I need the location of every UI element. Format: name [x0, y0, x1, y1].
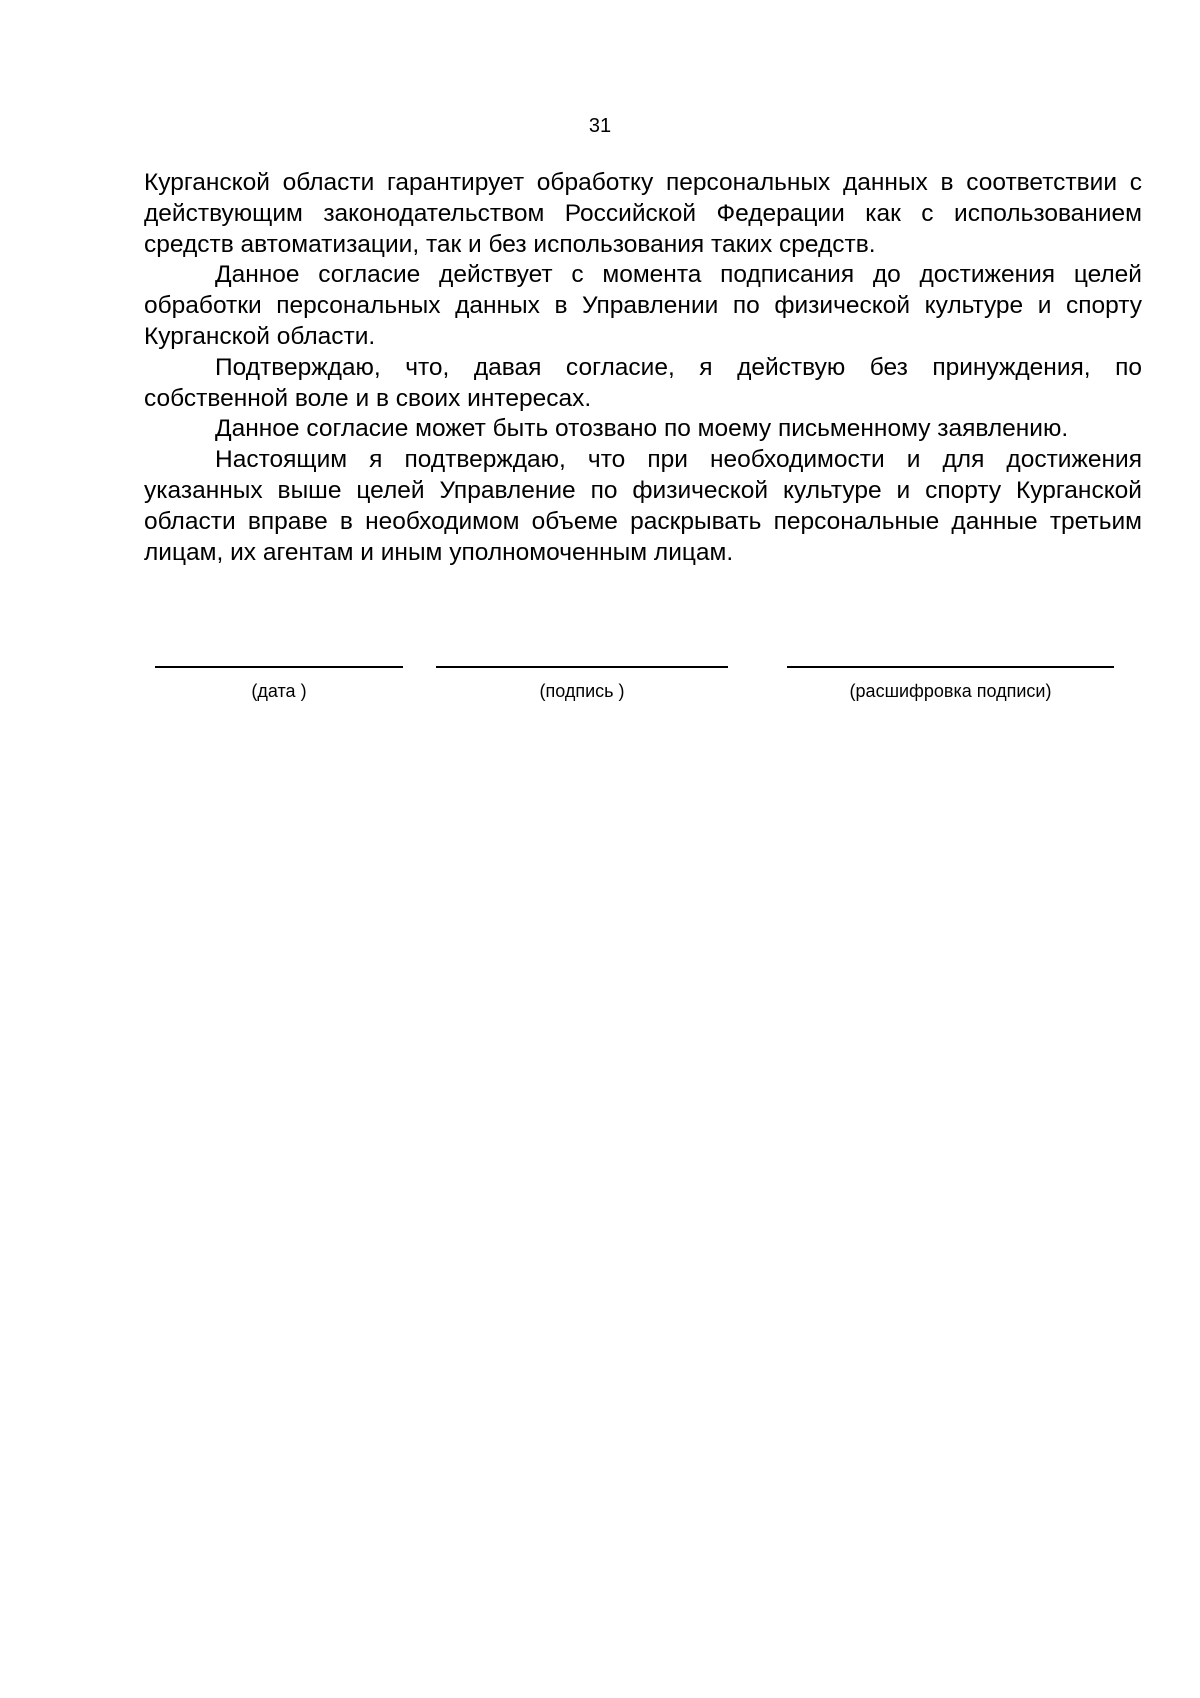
- date-signature-line[interactable]: [155, 666, 403, 668]
- paragraph-voluntary-consent: Подтверждаю, что, давая согласие, я действую без принуждения, по собственной воле и в своих интересах.: [144, 353, 1142, 412]
- consent-text: [144, 168, 1142, 568]
- paragraph-processing-guarantee: Курганской области гарантирует обработку персональных данных в соответствии с действующим законодательством Российской Федерации как с использованием средств автоматизации, так и без использования таких средств.: [144, 169, 1142, 258]
- date-label: (дата ): [251, 681, 307, 701]
- page-number: 31: [588, 115, 612, 137]
- signature-decoding-line[interactable]: [787, 666, 1114, 668]
- signature-label: (подпись ): [539, 681, 625, 701]
- paragraph-disclosure: Настоящим я подтверждаю, что при необходимости и для достижения указанных выше целей Управление по физической культуре и спорту Курганской области вправе в необходимом объеме раскрывать персональные данные третьим лицам, их агентам и иным уполномоченным лицам.: [144, 446, 1142, 566]
- signature-decoding-label: (расшифровка подписи): [849, 681, 1052, 701]
- signature-line[interactable]: [436, 666, 728, 668]
- paragraph-revocation: Данное согласие может быть отозвано по моему письменному заявлению.: [215, 415, 1069, 443]
- paragraph-consent-duration: Данное согласие действует с момента подписания до достижения целей обработки персональных данных в Управлении по физической культуре и спорту Курганской области.: [144, 261, 1142, 350]
